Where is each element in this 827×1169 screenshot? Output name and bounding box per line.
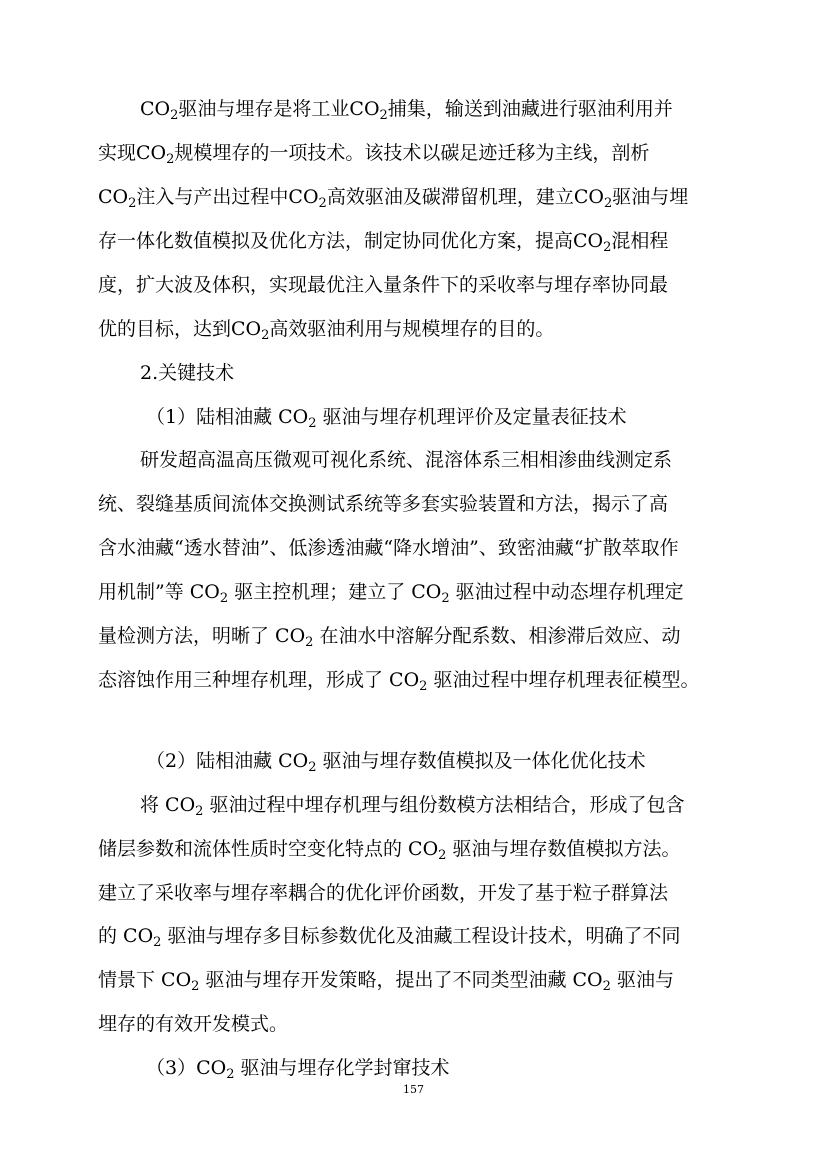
line-text-segment: 驱油与 <box>610 969 674 991</box>
text-line <box>98 880 668 906</box>
text-line <box>98 836 680 862</box>
line-text-segment: （2）陆相油藏 CO <box>146 750 309 772</box>
line-text-segment: 2.关键技术 <box>140 362 235 384</box>
line-text-segment: 态溶蚀作用三种埋存机理，形成了 CO <box>98 669 420 691</box>
subscript-text: 2 <box>438 848 447 863</box>
text-line <box>98 535 679 561</box>
text-line <box>98 923 680 949</box>
line-text-segment: 将 CO <box>140 794 196 816</box>
line-text-segment: 统、裂缝基质间流体交换测试系统等多套实验装置和方法，揭示了高 <box>98 493 669 515</box>
line-text-segment: 驱油过程中埋存机理与组份数模方法相结合，形成了包含 <box>203 794 685 816</box>
line-text-segment: 驱主控机理；建立了 CO <box>228 581 442 603</box>
subscript-text: 2 <box>305 635 314 650</box>
line-text-segment: 驱油与埋 <box>612 186 689 208</box>
line-text-segment: （3）CO <box>146 1057 227 1079</box>
line-text-segment: 埋存的有效开发模式。 <box>98 1013 289 1035</box>
line-text-segment: （1）陆相油藏 CO <box>146 406 309 428</box>
line-text-segment: 实现CO <box>98 142 167 164</box>
text-line <box>98 140 649 166</box>
subscript-text: 2 <box>219 591 229 606</box>
subscript-text: 2 <box>128 196 137 211</box>
subscript-text: 2 <box>153 935 162 950</box>
text-line <box>98 491 668 517</box>
line-text-segment: 优的目标，达到CO <box>98 318 262 340</box>
text-line <box>98 667 699 693</box>
subscript-text: 2 <box>166 152 175 167</box>
line-text-segment: 存一体化数值模拟及优化方法，制定协同优化方案，提高CO <box>98 230 604 252</box>
subscript-text: 2 <box>441 591 450 606</box>
line-text-segment: 捕集，输送到油藏进行驱油利用并 <box>387 98 673 120</box>
line-text-segment: 驱油与埋存数值模拟及一体化优化技术 <box>316 750 646 772</box>
subscript-text: 2 <box>308 760 317 775</box>
line-text-segment: CO <box>98 186 129 208</box>
line-text-segment: 驱油与埋存数值模拟方法。 <box>446 838 681 860</box>
line-text-segment: 在油水中溶解分配系数、相渗滞后效应、动 <box>313 625 681 647</box>
subscript-text: 2 <box>170 108 179 123</box>
line-text-segment: CO <box>140 98 171 120</box>
line-text-segment: 高效驱油利用与规模埋存的目的。 <box>269 318 555 340</box>
text-line <box>140 96 673 122</box>
subsection-heading <box>146 748 646 774</box>
subscript-text: 2 <box>308 416 317 431</box>
line-text-segment: 的 CO <box>98 925 154 947</box>
subscript-text: 2 <box>419 679 428 694</box>
subscript-text: 2 <box>195 804 204 819</box>
subsection-heading <box>146 404 627 430</box>
section-heading <box>140 360 234 386</box>
subscript-text: 2 <box>379 108 388 123</box>
line-text-segment: 研发超高温高压微观可视化系统、混溶体系三相相渗曲线测定系 <box>140 449 673 471</box>
line-text-segment: 驱油过程中埋存机理表征模型。 <box>427 669 700 691</box>
subscript-text: 2 <box>602 979 611 994</box>
text-line <box>98 316 554 342</box>
page-number: 157 <box>403 1083 424 1096</box>
subscript-text: 2 <box>261 328 270 343</box>
subscript-text: 2 <box>191 979 200 994</box>
line-text-segment: 储层参数和流体性质时空变化特点的 CO <box>98 838 439 860</box>
subscript-text: 2 <box>226 1067 235 1082</box>
line-text-segment: 建立了采收率与埋存率耦合的优化评价函数，开发了基于粒子群算法 <box>98 882 669 904</box>
subscript-text: 2 <box>603 196 613 211</box>
line-text-segment: 情景下 CO <box>98 969 192 991</box>
line-text-segment: 驱油与埋存开发策略，提出了不同类型油藏 CO <box>199 969 603 991</box>
line-text-segment: 高效驱油及碳滞留机理，建立CO <box>326 186 604 208</box>
text-line <box>98 967 674 993</box>
line-text-segment: 度，扩大波及体积，实现最优注入量条件下的采收率与埋存率协同最 <box>98 274 669 296</box>
text-line <box>98 272 668 298</box>
line-text-segment: 注入与产出过程中CO <box>136 186 319 208</box>
text-line <box>140 447 672 473</box>
text-line <box>98 184 688 210</box>
text-line <box>98 228 668 254</box>
text-line <box>140 792 684 818</box>
line-text-segment: 驱油与埋存机理评价及定量表征技术 <box>316 406 627 428</box>
line-text-segment: 驱油过程中动态埋存机理定 <box>449 581 684 603</box>
line-text-segment: 混相程 <box>611 230 669 252</box>
text-line <box>98 623 680 649</box>
subsection-heading <box>146 1055 450 1081</box>
subscript-text: 2 <box>318 196 327 211</box>
line-text-segment: 规模埋存的一项技术。该技术以碳足迹迁移为主线，剖析 <box>174 142 650 164</box>
text-line <box>98 1011 288 1037</box>
line-text-segment: 驱油与埋存是将工业CO <box>178 98 380 120</box>
line-text-segment: 含水油藏“透水替油”、低渗透油藏“降水增油”、致密油藏“扩散萃取作 <box>98 537 679 559</box>
line-text-segment: 量检测方法，明晰了 CO <box>98 625 306 647</box>
text-line <box>98 579 684 605</box>
line-text-segment: 驱油与埋存化学封窜技术 <box>234 1057 450 1079</box>
line-text-segment: 驱油与埋存多目标参数优化及油藏工程设计技术，明确了不同 <box>161 925 681 947</box>
subscript-text: 2 <box>603 240 612 255</box>
line-text-segment: 用机制”等 CO <box>98 581 220 603</box>
